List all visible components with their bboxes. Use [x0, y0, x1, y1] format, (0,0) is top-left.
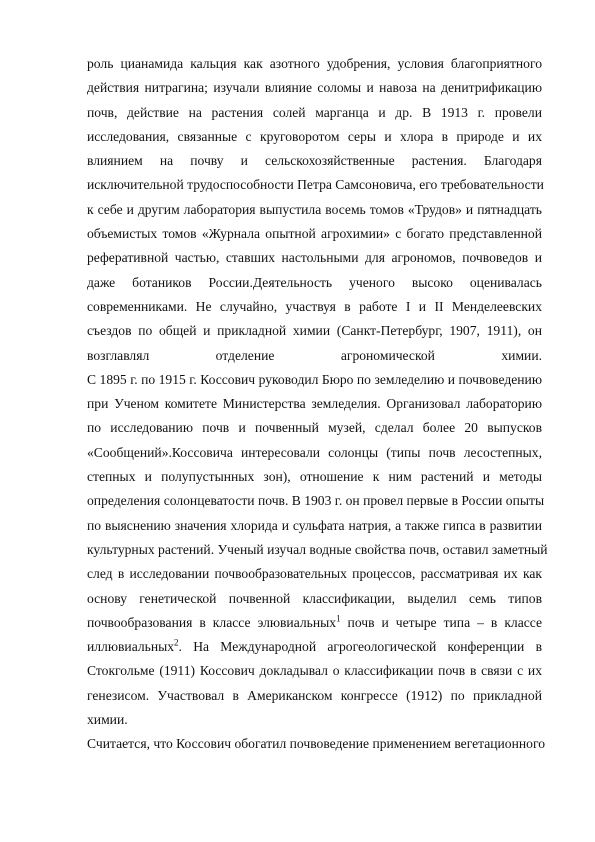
text-line-content: почвообразования в классе элювиальных	[87, 614, 337, 630]
text-line	[87, 368, 542, 392]
text-line-content: «Сообщений».Коссовича интересовали солонцы (типы почв лесостепных,	[87, 444, 542, 460]
text-line	[87, 125, 542, 149]
text-line	[87, 587, 542, 611]
text-line	[87, 344, 542, 368]
text-line	[87, 635, 542, 659]
text-line	[87, 246, 542, 270]
text-line-content: даже ботаников России.Деятельность ученого высоко оценивалась	[87, 274, 542, 290]
text-line-content: реферативной частью, ставших настольными для агрономов, почвоведов и	[87, 250, 542, 266]
text-line-content: при Ученом комитете Министерства земледелия. Организовал лабораторию	[87, 396, 542, 412]
text-line	[87, 271, 542, 295]
text-line-content: генезисом. Участвовал в Американском конгрессе (1912) по прикладной	[87, 687, 542, 703]
text-line-content: по выяснению значения хлорида и сульфата натрия, а также гипса в развитии	[87, 517, 542, 533]
text-line-content: химии.	[87, 712, 128, 728]
text-line-content: С 1895 г. по 1915 г. Коссович руководил Бюро по земледелию и почвоведению	[87, 371, 542, 387]
text-line-content: культурных растений. Ученый изучал водные свойства почв, оставил заметный	[87, 541, 548, 557]
text-line	[87, 416, 542, 440]
text-line-content: объемистых томов «Журнала опытной агрохимии» с богато представленной	[87, 226, 542, 242]
text-line-continuation: . На Международной агрогеологической конференции в	[178, 639, 542, 655]
text-line-content: влиянием на почву и сельскохозяйственные растения. Благодаря	[87, 153, 542, 169]
text-line-content: роль цианамида кальция как азотного удобрения, условия благоприятного	[87, 56, 542, 71]
text-line	[87, 684, 542, 708]
text-line-continuation: почв и четыре типа – в классе	[340, 614, 543, 630]
text-line	[87, 708, 542, 732]
text-line-content: исследования, связанные с круговоротом серы и хлора в природе и их	[87, 128, 542, 144]
footnote-marker: 1	[336, 613, 341, 624]
text-line	[87, 52, 542, 76]
text-line	[87, 441, 542, 465]
text-line-content: исключительной трудоспособности Петра Самсоновича, его требовательности	[87, 177, 544, 193]
text-line-content: современниками. Не случайно, участвуя в работе I и II Менделеевских	[87, 298, 542, 314]
body-text	[87, 52, 548, 757]
text-line	[87, 198, 542, 222]
text-line	[87, 222, 542, 246]
text-line	[87, 465, 542, 489]
text-line	[87, 295, 542, 319]
text-line-content: след в исследовании почвообразовательных процессов, рассматривая их как	[87, 566, 542, 582]
text-line	[87, 489, 545, 513]
text-line	[87, 392, 542, 416]
text-line	[87, 319, 542, 343]
text-line	[87, 611, 542, 635]
text-line-content: Стокгольме (1911) Коссович докладывал о классификации почв в связи с их	[87, 663, 542, 679]
text-line	[87, 76, 542, 100]
text-line-content: степных и полупустынных зон), отношение к ним растений и методы	[87, 469, 542, 485]
text-line	[87, 149, 542, 173]
text-line	[87, 173, 542, 197]
text-line-content: съездов по общей и прикладной химии (Санкт-Петербург, 1907, 1911), он	[87, 323, 542, 339]
text-line	[87, 732, 545, 756]
text-line	[87, 514, 542, 538]
text-line-content: иллювиальных	[87, 639, 175, 655]
text-line	[87, 538, 548, 562]
text-line-content: почв, действие на растения солей марганца и др. В 1913 г. провели	[87, 104, 542, 120]
text-line-content: основу генетической почвенной классификации, выделил семь типов	[87, 590, 542, 606]
text-line	[87, 562, 542, 586]
text-line-content: Считается, что Коссович обогатил почвоведение применением вегетационного	[87, 736, 545, 752]
text-line	[87, 659, 542, 683]
text-line-content: действия нитрагина; изучали влияние соломы и навоза на денитрификацию	[87, 80, 542, 96]
text-line	[87, 101, 542, 125]
text-line-content: к себе и другим лаборатория выпустила восемь томов «Трудов» и пятнадцать	[87, 201, 542, 217]
footnote-marker: 2	[174, 637, 179, 648]
text-line-content: по исследованию почв и почвенный музей, сделал более 20 выпусков	[87, 420, 542, 436]
text-line-content: возглавлял отделение агрономической химии.	[87, 347, 542, 363]
text-line-content: определения солонцеватости почв. В 1903 г. он провел первые в России опыты	[87, 493, 545, 509]
